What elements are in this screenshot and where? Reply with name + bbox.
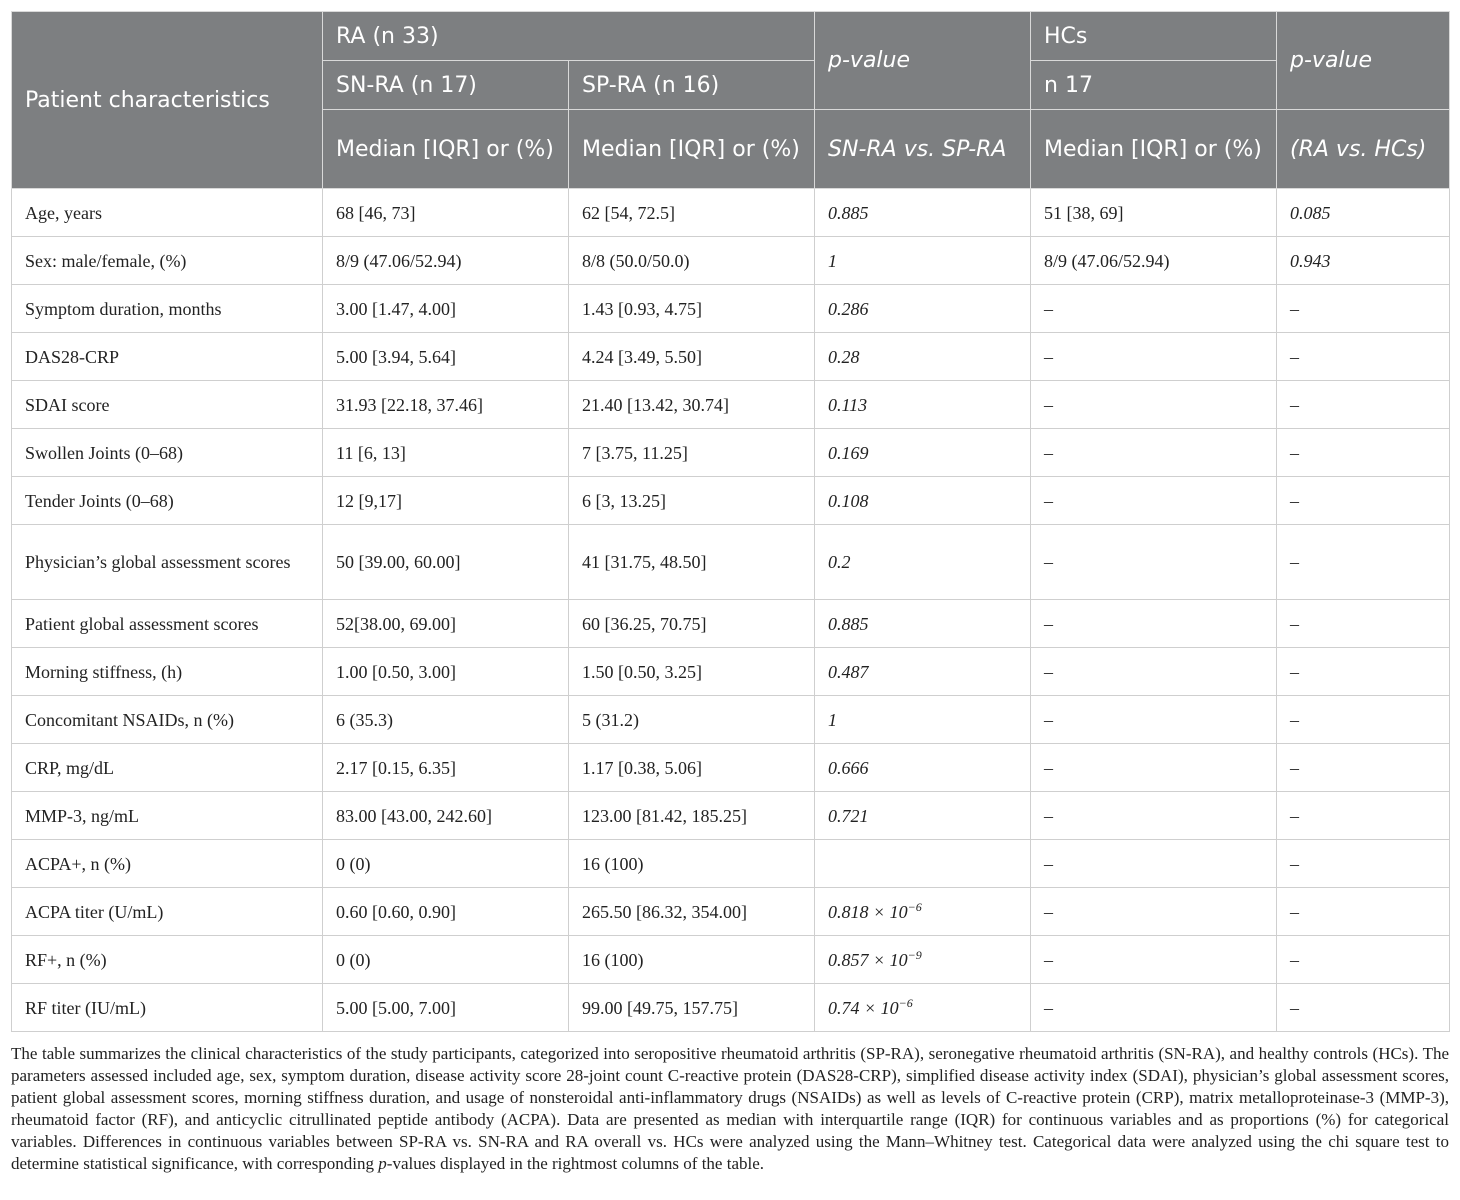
- cell-p-value-1: 1: [815, 696, 1031, 744]
- header-median-sn: Median [IQR] or (%): [323, 110, 569, 189]
- header-ra-group: RA (n 33): [323, 12, 815, 61]
- cell-sp-ra: 16 (100): [569, 936, 815, 984]
- cell-sp-ra: 21.40 [13.42, 30.74]: [569, 381, 815, 429]
- header-comparison-ra-hc: (RA vs. HCs): [1277, 110, 1450, 189]
- cell-sp-ra: 6 [3, 13.25]: [569, 477, 815, 525]
- table-row: [12, 600, 1450, 648]
- cell-sn-ra: 0 (0): [323, 840, 569, 888]
- row-label: Patient global assessment scores: [12, 600, 323, 648]
- table-row: [12, 984, 1450, 1032]
- cell-p-value-2: –: [1277, 936, 1450, 984]
- header-sp-ra: SP-RA (n 16): [569, 61, 815, 110]
- table-body: [12, 189, 1450, 1032]
- cell-sn-ra: 8/9 (47.06/52.94): [323, 237, 569, 285]
- cell-sn-ra: 3.00 [1.47, 4.00]: [323, 285, 569, 333]
- row-label: CRP, mg/dL: [12, 744, 323, 792]
- cell-hcs: 51 [38, 69]: [1031, 189, 1277, 237]
- row-label: RF+, n (%): [12, 936, 323, 984]
- header-hcs: HCs: [1031, 12, 1277, 61]
- cell-hcs: –: [1031, 429, 1277, 477]
- cell-sp-ra: 1.50 [0.50, 3.25]: [569, 648, 815, 696]
- table-header: [12, 12, 1450, 189]
- row-label: ACPA titer (U/mL): [12, 888, 323, 936]
- cell-p-value-2: –: [1277, 840, 1450, 888]
- cell-p-value-1: [815, 888, 1031, 936]
- header-median-hc: Median [IQR] or (%): [1031, 110, 1277, 189]
- cell-p-value-2: –: [1277, 285, 1450, 333]
- p-value-mantissa: 0.818 × 10: [828, 901, 908, 922]
- cell-p-value-2: –: [1277, 333, 1450, 381]
- cell-sp-ra: 5 (31.2): [569, 696, 815, 744]
- cell-p-value-1: [815, 840, 1031, 888]
- row-label: Swollen Joints (0–68): [12, 429, 323, 477]
- table-row: [12, 696, 1450, 744]
- cell-p-value-2: –: [1277, 696, 1450, 744]
- cell-p-value-2: 0.943: [1277, 237, 1450, 285]
- table-row: [12, 888, 1450, 936]
- row-label: ACPA+, n (%): [12, 840, 323, 888]
- cell-sn-ra: 50 [39.00, 60.00]: [323, 525, 569, 600]
- cell-hcs: –: [1031, 936, 1277, 984]
- cell-sp-ra: 4.24 [3.49, 5.50]: [569, 333, 815, 381]
- row-label: Age, years: [12, 189, 323, 237]
- cell-hcs: –: [1031, 696, 1277, 744]
- cell-p-value-2: –: [1277, 984, 1450, 1032]
- cell-p-value-2: –: [1277, 888, 1450, 936]
- cell-sp-ra: 60 [36.25, 70.75]: [569, 600, 815, 648]
- cell-hcs: –: [1031, 984, 1277, 1032]
- table-row: [12, 189, 1450, 237]
- row-label: Morning stiffness, (h): [12, 648, 323, 696]
- cell-sp-ra: 41 [31.75, 48.50]: [569, 525, 815, 600]
- table-row: [12, 237, 1450, 285]
- cell-p-value-2: 0.085: [1277, 189, 1450, 237]
- cell-sp-ra: 1.17 [0.38, 5.06]: [569, 744, 815, 792]
- table-caption: [11, 1043, 1449, 1175]
- cell-sp-ra: 1.43 [0.93, 4.75]: [569, 285, 815, 333]
- cell-p-value-1: 0.113: [815, 381, 1031, 429]
- cell-sp-ra: 62 [54, 72.5]: [569, 189, 815, 237]
- cell-sn-ra: 2.17 [0.15, 6.35]: [323, 744, 569, 792]
- table-row: [12, 525, 1450, 600]
- row-label: Physician’s global assessment scores: [12, 525, 323, 600]
- caption-p-italic: p: [378, 1154, 387, 1173]
- header-hcs-n: n 17: [1031, 61, 1277, 110]
- p-value-mantissa: 0.857 × 10: [828, 949, 908, 970]
- cell-p-value-2: –: [1277, 429, 1450, 477]
- row-label: MMP-3, ng/mL: [12, 792, 323, 840]
- cell-sn-ra: 0.60 [0.60, 0.90]: [323, 888, 569, 936]
- p-value-exponent: −9: [907, 947, 922, 962]
- cell-p-value-1: 0.108: [815, 477, 1031, 525]
- header-p-value-1: p-value: [815, 12, 1031, 110]
- cell-sn-ra: 11 [6, 13]: [323, 429, 569, 477]
- cell-p-value-2: –: [1277, 744, 1450, 792]
- table-row: [12, 792, 1450, 840]
- cell-sn-ra: 68 [46, 73]: [323, 189, 569, 237]
- cell-p-value-2: –: [1277, 381, 1450, 429]
- cell-sn-ra: 83.00 [43.00, 242.60]: [323, 792, 569, 840]
- cell-hcs: –: [1031, 381, 1277, 429]
- cell-hcs: –: [1031, 840, 1277, 888]
- row-label: RF titer (IU/mL): [12, 984, 323, 1032]
- table-row: [12, 429, 1450, 477]
- table-row: [12, 477, 1450, 525]
- clinical-characteristics-table: [11, 11, 1450, 1032]
- cell-p-value-2: –: [1277, 477, 1450, 525]
- cell-p-value-1: 0.286: [815, 285, 1031, 333]
- p-value-exponent: −6: [907, 899, 922, 914]
- cell-p-value-1: 1: [815, 237, 1031, 285]
- cell-sn-ra: 31.93 [22.18, 37.46]: [323, 381, 569, 429]
- cell-hcs: 8/9 (47.06/52.94): [1031, 237, 1277, 285]
- header-median-sp: Median [IQR] or (%): [569, 110, 815, 189]
- cell-hcs: –: [1031, 333, 1277, 381]
- cell-p-value-2: –: [1277, 792, 1450, 840]
- cell-p-value-1: 0.2: [815, 525, 1031, 600]
- cell-sn-ra: 5.00 [5.00, 7.00]: [323, 984, 569, 1032]
- cell-hcs: –: [1031, 744, 1277, 792]
- cell-hcs: –: [1031, 600, 1277, 648]
- cell-sp-ra: 123.00 [81.42, 185.25]: [569, 792, 815, 840]
- cell-hcs: –: [1031, 477, 1277, 525]
- cell-sp-ra: 16 (100): [569, 840, 815, 888]
- table-row: [12, 333, 1450, 381]
- header-patient-characteristics: Patient characteristics: [12, 12, 323, 189]
- row-label: SDAI score: [12, 381, 323, 429]
- cell-p-value-1: 0.666: [815, 744, 1031, 792]
- cell-p-value-1: 0.885: [815, 600, 1031, 648]
- row-label: Tender Joints (0–68): [12, 477, 323, 525]
- cell-sn-ra: 52[38.00, 69.00]: [323, 600, 569, 648]
- table-row: [12, 840, 1450, 888]
- cell-hcs: –: [1031, 792, 1277, 840]
- row-label: DAS28-CRP: [12, 333, 323, 381]
- cell-sn-ra: 5.00 [3.94, 5.64]: [323, 333, 569, 381]
- cell-sn-ra: 12 [9,17]: [323, 477, 569, 525]
- cell-p-value-1: [815, 984, 1031, 1032]
- cell-sn-ra: 6 (35.3): [323, 696, 569, 744]
- cell-p-value-1: 0.885: [815, 189, 1031, 237]
- caption-text: The table summarizes the clinical characteristics of the study participants, categorized into seropositive rheumatoid arthritis (SP-RA), seronegative rheumatoid arthritis (SN-RA), and healthy controls (HCs). The parameters assessed included age, sex, symptom duration, disease activity score 28-joint count C-reactive protein (DAS28-CRP), simplified disease activity index (SDAI), physician’s global assessment scores, patient global assessment scores, morning stiffness duration, and usage of nonsteroidal anti-inflammatory drugs (NSAIDs) as well as levels of C-reactive protein (CRP), matrix metalloproteinase-3 (MMP-3), rheumatoid factor (RF), and anticyclic citrullinated peptide antibody (ACPA). Data are presented as median with interquartile range (IQR) for continuous variables and as proportions (%) for categorical variables. Differences in continuous variables between SP-RA vs. SN-RA and RA overall vs. HCs were analyzed using the Mann–Whitney test. Categorical data were analyzed using the chi square test to determine statistical significance, with corresponding: [11, 1044, 1449, 1173]
- header-sn-ra: SN-RA (n 17): [323, 61, 569, 110]
- cell-hcs: –: [1031, 648, 1277, 696]
- cell-p-value-1: 0.721: [815, 792, 1031, 840]
- table-row: [12, 285, 1450, 333]
- cell-sp-ra: 99.00 [49.75, 157.75]: [569, 984, 815, 1032]
- row-label: Symptom duration, months: [12, 285, 323, 333]
- p-value-exponent: −6: [898, 995, 913, 1010]
- cell-sp-ra: 8/8 (50.0/50.0): [569, 237, 815, 285]
- table-row: [12, 936, 1450, 984]
- table-row: [12, 381, 1450, 429]
- cell-p-value-1: [815, 936, 1031, 984]
- cell-p-value-1: 0.169: [815, 429, 1031, 477]
- cell-sp-ra: 265.50 [86.32, 354.00]: [569, 888, 815, 936]
- table-row: [12, 744, 1450, 792]
- row-label: Concomitant NSAIDs, n (%): [12, 696, 323, 744]
- header-p-value-2: p-value: [1277, 12, 1450, 110]
- cell-p-value-2: –: [1277, 525, 1450, 600]
- cell-sn-ra: 1.00 [0.50, 3.00]: [323, 648, 569, 696]
- p-value-mantissa: 0.74 × 10: [828, 997, 899, 1018]
- cell-hcs: –: [1031, 525, 1277, 600]
- cell-hcs: –: [1031, 285, 1277, 333]
- cell-sn-ra: 0 (0): [323, 936, 569, 984]
- table-row: [12, 648, 1450, 696]
- cell-p-value-1: 0.28: [815, 333, 1031, 381]
- cell-p-value-2: –: [1277, 648, 1450, 696]
- cell-p-value-2: –: [1277, 600, 1450, 648]
- cell-sp-ra: 7 [3.75, 11.25]: [569, 429, 815, 477]
- clinical-characteristics-table-container: [11, 11, 1449, 1032]
- row-label: Sex: male/female, (%): [12, 237, 323, 285]
- cell-hcs: –: [1031, 888, 1277, 936]
- header-comparison-sn-sp: SN-RA vs. SP-RA: [815, 110, 1031, 189]
- caption-text-end: -values displayed in the rightmost columns of the table.: [386, 1154, 765, 1173]
- cell-p-value-1: 0.487: [815, 648, 1031, 696]
